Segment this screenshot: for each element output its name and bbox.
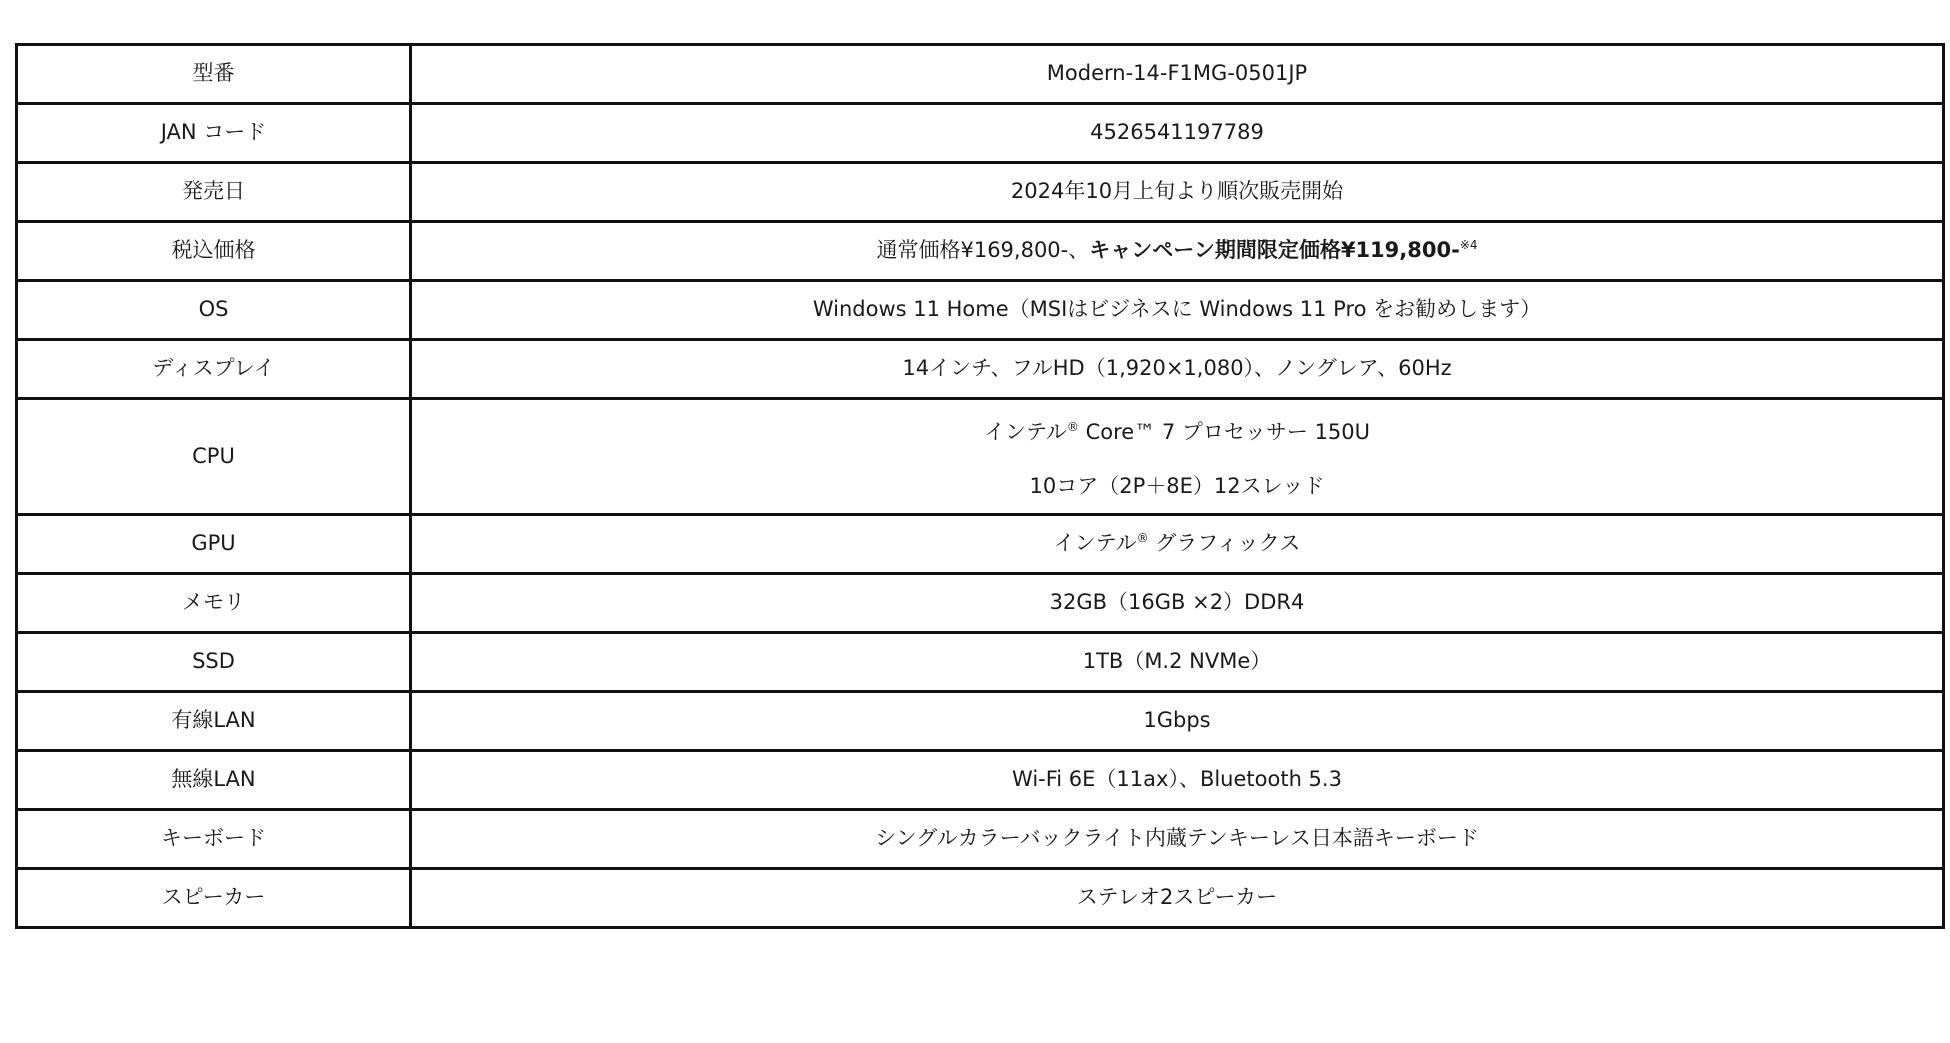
gpu-name: グラフィックス — [1148, 531, 1301, 556]
spec-value: 1Gbps — [411, 692, 1944, 751]
footnote-mark: ※4 — [1459, 238, 1478, 253]
spec-label: CPU — [17, 399, 411, 515]
spec-row-jan — [17, 104, 1944, 163]
spec-table — [15, 43, 1945, 929]
cpu-cores-line: 10コア（2P＋8E）12スレッド — [1029, 474, 1325, 498]
spec-value — [411, 515, 1944, 574]
spec-label: GPU — [17, 515, 411, 574]
cpu-name: Core™ 7 プロセッサー 150U — [1078, 420, 1371, 444]
cpu-brand: インテル — [983, 420, 1067, 444]
spec-label: JAN コード — [17, 104, 411, 163]
spec-row-wireless-lan — [17, 751, 1944, 810]
spec-label: 型番 — [17, 45, 411, 104]
spec-row-model — [17, 45, 1944, 104]
spec-label: スピーカー — [17, 869, 411, 928]
spec-value: Windows 11 Home（MSIはビジネスに Windows 11 Pro をお勧めします） — [411, 281, 1944, 340]
spec-label: 発売日 — [17, 163, 411, 222]
spec-value: Wi-Fi 6E（11ax）、Bluetooth 5.3 — [411, 751, 1944, 810]
spec-row-cpu — [17, 399, 1944, 515]
spec-row-os — [17, 281, 1944, 340]
registered-mark: ® — [1136, 531, 1149, 546]
spec-value: 32GB（16GB ×2）DDR4 — [411, 574, 1944, 633]
spec-value: ステレオ2スピーカー — [411, 869, 1944, 928]
regular-price: 通常価格¥169,800-、 — [876, 238, 1090, 263]
spec-row-wired-lan — [17, 692, 1944, 751]
spec-label: 税込価格 — [17, 222, 411, 281]
spec-label: メモリ — [17, 574, 411, 633]
spec-value — [411, 222, 1944, 281]
spec-row-gpu — [17, 515, 1944, 574]
spec-row-memory — [17, 574, 1944, 633]
spec-label: SSD — [17, 633, 411, 692]
spec-label: OS — [17, 281, 411, 340]
campaign-price: キャンペーン期間限定価格¥119,800- — [1089, 238, 1460, 263]
registered-mark: ® — [1066, 420, 1079, 434]
spec-row-speaker — [17, 869, 1944, 928]
spec-label: キーボード — [17, 810, 411, 869]
spec-value: 2024年10月上旬より順次販売開始 — [411, 163, 1944, 222]
spec-label: 無線LAN — [17, 751, 411, 810]
spec-value: Modern-14-F1MG-0501JP — [411, 45, 1944, 104]
spec-value: 14インチ、フルHD（1,920×1,080）、ノングレア、60Hz — [411, 340, 1944, 399]
spec-row-price — [17, 222, 1944, 281]
spec-value: 4526541197789 — [411, 104, 1944, 163]
spec-row-display — [17, 340, 1944, 399]
spec-row-release — [17, 163, 1944, 222]
spec-label: ディスプレイ — [17, 340, 411, 399]
spec-label: 有線LAN — [17, 692, 411, 751]
spec-row-keyboard — [17, 810, 1944, 869]
spec-value: シングルカラーバックライト内蔵テンキーレス日本語キーボード — [411, 810, 1944, 869]
gpu-brand: インテル — [1053, 531, 1137, 556]
cpu-model-line — [422, 400, 1932, 459]
spec-value — [411, 399, 1944, 515]
spec-value: 1TB（M.2 NVMe） — [411, 633, 1944, 692]
spec-row-ssd — [17, 633, 1944, 692]
